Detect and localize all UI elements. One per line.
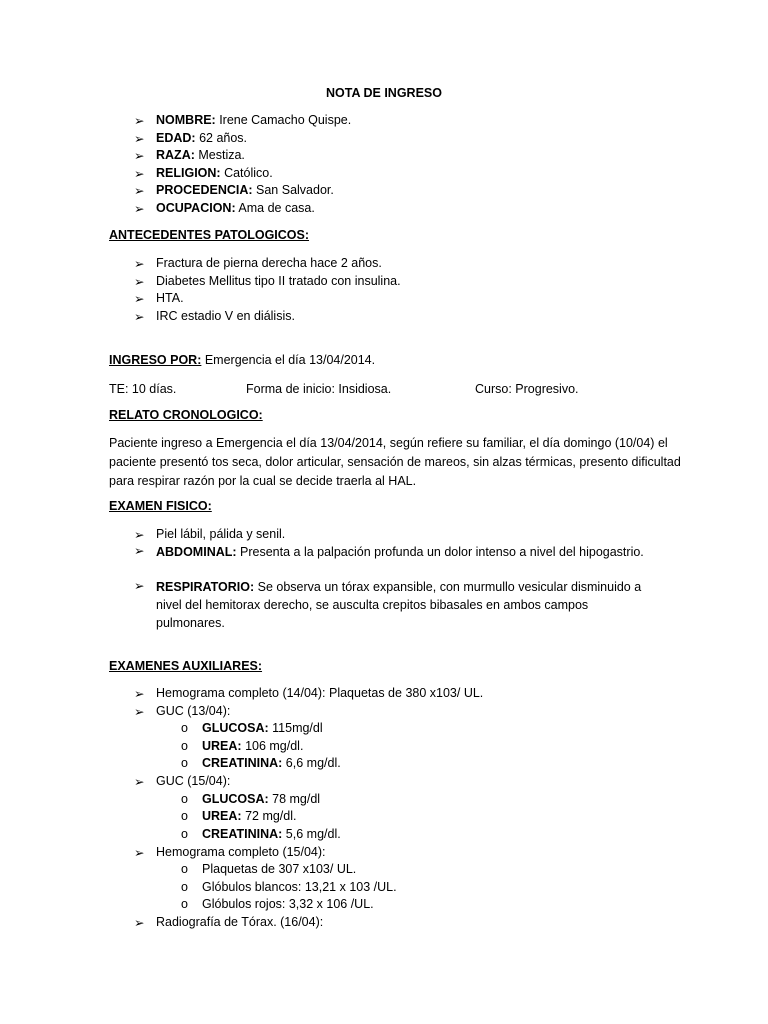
patient-occupation: OCUPACION: Ama de casa.	[156, 201, 315, 215]
arrow-bullet-icon: ➢	[134, 292, 145, 306]
relato-heading: RELATO CRONOLOGICO:	[109, 408, 263, 422]
circle-bullet-icon: o	[181, 809, 188, 823]
arrow-bullet-icon: ➢	[134, 916, 145, 930]
sub-list-item: Glóbulos rojos: 3,32 x 106 /UL.	[202, 897, 374, 911]
arrow-bullet-icon: ➢	[134, 275, 145, 289]
circle-bullet-icon: o	[181, 792, 188, 806]
list-item: RESPIRATORIO: Se observa un tórax expansible, con murmullo vesicular disminuido a nivel del hemitorax derecho, se ausculta crepitos bibasales en ambos campos pulmonares.	[156, 580, 642, 630]
arrow-bullet-icon: ➢	[134, 310, 145, 324]
list-item: Fractura de pierna derecha hace 2 años.	[156, 256, 382, 270]
list-item: Hemograma completo (14/04): Plaquetas de 380 x103/ UL.	[156, 686, 484, 700]
arrow-bullet-icon: ➢	[134, 114, 145, 128]
sub-list-item: GLUCOSA: 115mg/dl	[202, 721, 323, 735]
circle-bullet-icon: o	[181, 756, 188, 770]
list-item: IRC estadio V en diálisis.	[156, 309, 295, 323]
patient-age: EDAD: 62 años.	[156, 131, 248, 145]
arrow-bullet-icon: ➢	[134, 257, 145, 271]
sub-list-item: UREA: 106 mg/dl.	[202, 739, 304, 753]
patient-religion: RELIGION: Católico.	[156, 166, 273, 180]
circle-bullet-icon: o	[181, 721, 188, 735]
ingreso-line: INGRESO POR: Emergencia el día 13/04/2014.	[109, 353, 376, 367]
arrow-bullet-icon: ➢	[134, 705, 145, 719]
arrow-bullet-icon: ➢	[134, 149, 145, 163]
patient-name: NOMBRE: Irene Camacho Quispe.	[156, 113, 352, 127]
antecedentes-heading: ANTECEDENTES PATOLOGICOS:	[109, 228, 310, 242]
circle-bullet-icon: o	[181, 880, 188, 894]
list-item: GUC (13/04):	[156, 704, 231, 718]
list-item: HTA.	[156, 291, 184, 305]
sub-list-item: Glóbulos blancos: 13,21 x 103 /UL.	[202, 880, 397, 894]
arrow-bullet-icon: ➢	[134, 528, 145, 542]
sub-list-item: CREATININA: 6,6 mg/dl.	[202, 756, 341, 770]
arrow-bullet-icon: ➢	[134, 202, 145, 216]
list-item: GUC (15/04):	[156, 774, 231, 788]
relato-paragraph: Paciente ingreso a Emergencia el día 13/04/2014, según refiere su familiar, el día domingo (10/04) el paciente presentó tos seca, dolor articular, sensación de mareos, sin alzas térmicas, presento dificultad para respirar razón por la cual se decide traerla al HAL.	[109, 436, 681, 488]
forma-inicio-value: Forma de inicio: Insidiosa.	[246, 382, 392, 396]
arrow-bullet-icon: ➢	[134, 132, 145, 146]
list-item: Diabetes Mellitus tipo II tratado con insulina.	[156, 274, 401, 288]
sub-list-item: UREA: 72 mg/dl.	[202, 809, 297, 823]
list-item: ABDOMINAL: Presenta a la palpación profunda un dolor intenso a nivel del hipogastrio.	[156, 545, 644, 559]
document-title: NOTA DE INGRESO	[326, 86, 442, 100]
examen-heading: EXAMEN FISICO:	[109, 499, 212, 513]
patient-origin: PROCEDENCIA: San Salvador.	[156, 183, 334, 197]
arrow-bullet-icon: ➢	[134, 846, 145, 860]
auxiliares-heading: EXAMENES AUXILIARES:	[109, 659, 263, 673]
arrow-bullet-icon: ➢	[134, 544, 145, 558]
circle-bullet-icon: o	[181, 897, 188, 911]
circle-bullet-icon: o	[181, 739, 188, 753]
arrow-bullet-icon: ➢	[134, 579, 145, 593]
te-value: TE: 10 días.	[109, 382, 177, 396]
patient-race: RAZA: Mestiza.	[156, 148, 245, 162]
list-item: Hemograma completo (15/04):	[156, 845, 326, 859]
circle-bullet-icon: o	[181, 862, 188, 876]
sub-list-item: Plaquetas de 307 x103/ UL.	[202, 862, 357, 876]
arrow-bullet-icon: ➢	[134, 775, 145, 789]
arrow-bullet-icon: ➢	[134, 687, 145, 701]
list-item: Piel lábil, pálida y senil.	[156, 527, 286, 541]
list-item: Radiografía de Tórax. (16/04):	[156, 915, 324, 929]
sub-list-item: CREATININA: 5,6 mg/dl.	[202, 827, 341, 841]
arrow-bullet-icon: ➢	[134, 184, 145, 198]
sub-list-item: GLUCOSA: 78 mg/dl	[202, 792, 321, 806]
arrow-bullet-icon: ➢	[134, 167, 145, 181]
circle-bullet-icon: o	[181, 827, 188, 841]
curso-value: Curso: Progresivo.	[475, 382, 579, 396]
